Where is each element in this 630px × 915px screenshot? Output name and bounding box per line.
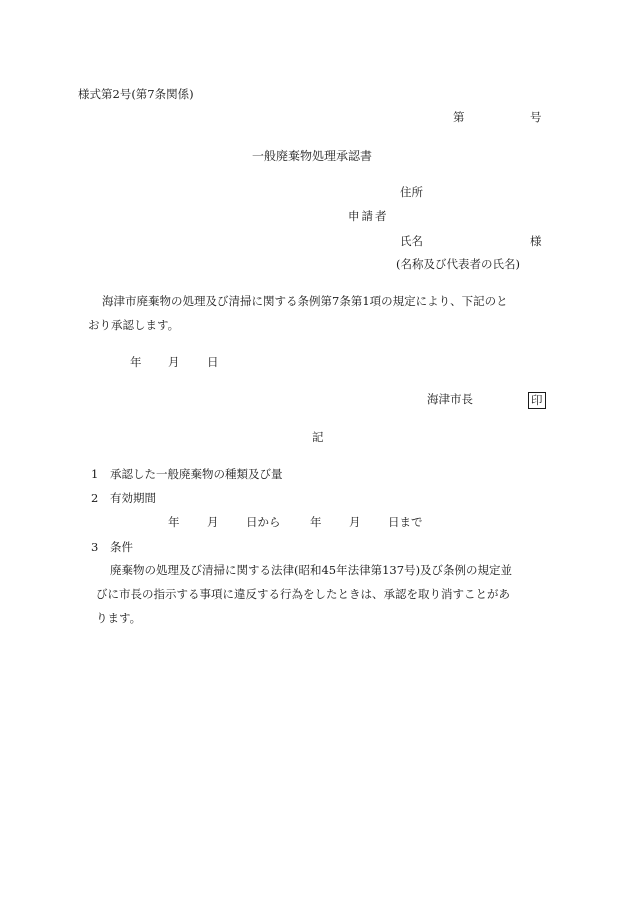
issuer-mayor: 海津市長 <box>427 392 473 406</box>
date-day: 日 <box>207 355 219 369</box>
conditions-line-1: 廃棄物の処理及び清掃に関する法律(昭和45年法律第137号)及び条例の規定並 <box>110 563 513 577</box>
body-text-line-2: おり承認します。 <box>88 318 180 332</box>
document-title: 一般廃棄物処理承認書 <box>252 149 373 163</box>
address-label: 住所 <box>400 185 423 199</box>
item-3-text: 条件 <box>110 540 133 554</box>
document-number-prefix: 第 <box>453 110 465 124</box>
date-year: 年 <box>130 355 142 369</box>
seal-mark <box>528 392 546 409</box>
ki-heading: 記 <box>312 430 324 444</box>
item-2-text: 有効期間 <box>110 491 156 505</box>
item-1-text: 承認した一般廃棄物の種類及び量 <box>110 467 283 481</box>
applicant-label: 申請者 <box>348 209 389 223</box>
item-2-number: 2 <box>91 491 99 505</box>
period-until: 日まで <box>388 515 423 529</box>
period-month-1: 月 <box>207 515 219 529</box>
date-month: 月 <box>168 355 180 369</box>
item-3-number: 3 <box>91 540 99 554</box>
name-note: (名称及び代表者の氏名) <box>396 257 520 271</box>
body-text-line-1: 海津市廃棄物の処理及び清掃に関する条例第7条第1項の規定により、下記のと <box>102 294 508 308</box>
document-number-suffix: 号 <box>530 110 542 124</box>
period-from: 日から <box>246 515 281 529</box>
conditions-line-2: びに市長の指示する事項に違反する行為をしたときは、承認を取り消すことがあ <box>96 587 510 601</box>
conditions-line-3: ります。 <box>96 611 142 625</box>
period-month-2: 月 <box>349 515 361 529</box>
form-number-label: 様式第2号(第7条関係) <box>78 87 194 101</box>
name-label: 氏名 <box>400 234 423 248</box>
seal-box: 印 <box>528 392 546 409</box>
item-1-number: 1 <box>91 467 99 481</box>
period-year-1: 年 <box>168 515 180 529</box>
period-year-2: 年 <box>310 515 322 529</box>
honorific-sama: 様 <box>530 234 542 248</box>
